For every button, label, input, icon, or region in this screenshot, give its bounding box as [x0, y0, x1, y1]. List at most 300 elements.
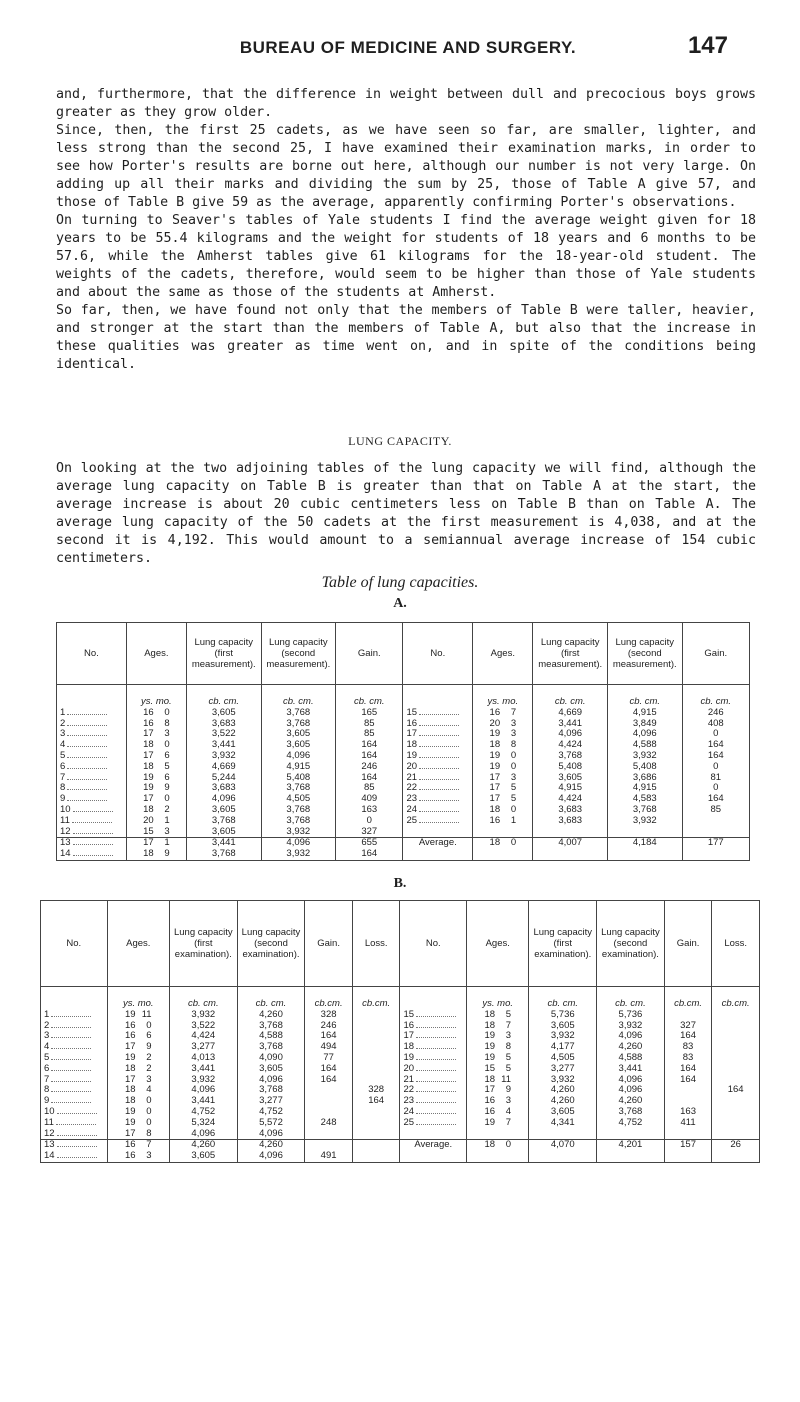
leader-dots [51, 1059, 91, 1060]
cell-gain: 164 [682, 751, 749, 762]
cell-cap2: 3,686 [607, 773, 682, 784]
cell-loss [712, 1064, 760, 1075]
cell-gain: 85 [336, 729, 403, 740]
cell-cap1: 4,096 [169, 1085, 237, 1096]
leader-dots [73, 833, 113, 834]
age-years: 19 [484, 1116, 496, 1128]
cell-age [126, 849, 186, 860]
age-years: 19 [489, 728, 501, 740]
cell-cap1: 5,244 [186, 773, 261, 784]
cell-cap2: 4,915 [607, 708, 682, 719]
cell-cap2: 3,768 [261, 783, 336, 794]
age-months: 9 [164, 848, 170, 860]
leader-dots [419, 768, 459, 769]
cell-gain: 327 [336, 827, 403, 838]
paragraph: Since, then, the first 25 cadets, as we have seen so far, are smaller, lighter, and less strong than the second 25, I have examined their examination marks, in order to see how Porter's results are borne out here, although our number is not very large. On adding up all their marks and dividing the sum by 25, those of Table A give 57, and those of Table B give 59 as the average, apparently confirming Porter's observations. [56, 123, 756, 210]
cell-gain: 0 [682, 783, 749, 794]
cell-age [473, 762, 533, 773]
cell-gain: 163 [664, 1107, 712, 1118]
table-row [41, 1118, 760, 1129]
cell-empty [682, 849, 749, 860]
page-header [88, 30, 728, 60]
unit-loss: cb.cm. [712, 987, 760, 1010]
table-row [57, 708, 750, 719]
age-months: 1 [164, 837, 170, 849]
cell-cap1: 3,932 [169, 1075, 237, 1086]
age-years: 18 [484, 1073, 496, 1085]
unit-loss: cb.cm. [352, 987, 400, 1010]
age-years: 19 [484, 1041, 496, 1053]
cell-no [57, 751, 127, 762]
running-title: BUREAU OF MEDICINE AND SURGERY. [239, 38, 577, 57]
age-months: 0 [505, 1139, 512, 1151]
age-years: 17 [143, 837, 154, 849]
col-cap2: Lung capacity (second examination). [237, 901, 305, 987]
cell-cap1: 3,768 [533, 751, 608, 762]
age-months: 0 [510, 760, 517, 772]
leader-dots [67, 779, 107, 780]
cell-cap2: 3,932 [597, 1021, 665, 1032]
cell-gain: 163 [336, 805, 403, 816]
cell-age [467, 1064, 529, 1075]
cell-age [107, 1107, 169, 1118]
cell-empty [664, 1151, 712, 1162]
cell-loss [712, 1010, 760, 1021]
row-number: 15 [403, 1008, 415, 1020]
age-months: 3 [164, 825, 170, 837]
age-months: 0 [164, 706, 170, 718]
col-gain: Gain. [305, 901, 353, 987]
unit-cap1: cb. cm. [186, 685, 261, 708]
table-a-label: A. [393, 596, 407, 611]
cell-age [107, 1151, 169, 1162]
cell-cap2: 3,768 [261, 708, 336, 719]
leader-dots [416, 1016, 456, 1017]
leader-dots [419, 714, 459, 715]
cell-gain: 164 [336, 849, 403, 860]
row-number: 10 [60, 803, 71, 815]
cell-empty [473, 827, 533, 838]
unit-ages: ys. mo. [467, 987, 529, 1010]
cell-age [107, 1021, 169, 1032]
cell-cap2: 3,768 [597, 1107, 665, 1118]
cell-empty [533, 827, 608, 838]
unit-cap1: cb. cm. [529, 987, 597, 1010]
age-years: 19 [489, 749, 501, 761]
age-months: 4 [505, 1105, 512, 1117]
cell-age [107, 1085, 169, 1096]
age-months: 1 [510, 814, 517, 826]
age-years: 19 [124, 1008, 136, 1020]
cell-empty [533, 849, 608, 860]
table-caption: Table of lung capacities. [321, 574, 479, 591]
row-number: 3 [60, 728, 66, 740]
row-number: 22 [406, 782, 418, 794]
cell-gain [664, 1085, 712, 1096]
cell-no [57, 740, 127, 751]
paragraph: On looking at the two adjoining tables of the lung capacity we will find, although the average lung capacity on Table B is greater than that on Table A at the start, the average increase is about 20 cubic centimeters less on Table B than on Table A. The average lung capacity of the 50 cadets at the first measurement is 4,038, and at the second it is 4,192. This would amount to a semiannual average increase of 154 cubic centimeters. [56, 461, 756, 566]
cell-cap2: 3,768 [237, 1085, 305, 1096]
age-years: 16 [484, 1095, 496, 1107]
cell-age [467, 1010, 529, 1021]
cell-empty [57, 685, 127, 708]
cell-cap2: 3,605 [261, 729, 336, 740]
age-months: 5 [505, 1008, 512, 1020]
table-row [57, 762, 750, 773]
age-years: 16 [484, 1105, 496, 1117]
leader-dots [416, 1059, 456, 1060]
age-years: 19 [124, 1051, 136, 1063]
cell-age [107, 1031, 169, 1042]
average-label: Average. [403, 838, 473, 849]
age-months: 9 [146, 1041, 152, 1053]
cell-age [467, 1053, 529, 1064]
cell-cap1: 3,605 [186, 708, 261, 719]
cell-loss [712, 1096, 760, 1107]
leader-dots [57, 1113, 97, 1114]
age-years: 17 [124, 1127, 136, 1139]
age-months: 0 [510, 837, 517, 849]
cell-cap2: 4,096 [597, 1075, 665, 1086]
cell-age [126, 827, 186, 838]
cell-age [467, 1042, 529, 1053]
age-months: 7 [505, 1116, 512, 1128]
age-months: 9 [164, 782, 170, 794]
age-months: 0 [146, 1105, 152, 1117]
cell-gain: 164 [336, 773, 403, 784]
cell-age [126, 729, 186, 740]
leader-dots [72, 822, 112, 823]
leader-dots [57, 1146, 97, 1147]
age-years: 16 [124, 1139, 136, 1151]
cell-age [107, 1129, 169, 1140]
average-loss: 26 [712, 1140, 760, 1151]
cell-no [57, 773, 127, 784]
cell-age [467, 1075, 529, 1086]
age-months: 3 [510, 717, 517, 729]
cell-cap2: 3,768 [261, 816, 336, 827]
age-years: 17 [143, 749, 154, 761]
cell-age [126, 783, 186, 794]
cell-cap1: 4,260 [169, 1140, 237, 1151]
cell-gain: 85 [336, 783, 403, 794]
cell-cap2: 4,260 [597, 1042, 665, 1053]
cell-gain: 248 [305, 1118, 353, 1129]
table-row [57, 816, 750, 827]
cell-gain: 0 [682, 762, 749, 773]
cell-gain: 408 [682, 719, 749, 730]
cell-cap1: 4,505 [529, 1053, 597, 1064]
cell-gain: 0 [336, 816, 403, 827]
col-cap2: Lung capacity (second measurement). [261, 623, 336, 685]
cell-cap1: 3,683 [186, 719, 261, 730]
cell-empty [400, 1129, 467, 1140]
cell-age [473, 708, 533, 719]
cell-cap1: 4,096 [533, 729, 608, 740]
cell-age [107, 1010, 169, 1021]
age-months: 11 [501, 1073, 512, 1085]
section-heading: LUNG CAPACITY. [348, 434, 452, 448]
average-cap2: 4,184 [607, 838, 682, 849]
cell-age [467, 1140, 529, 1151]
cell-age [473, 838, 533, 849]
age-months: 7 [510, 706, 517, 718]
age-months: 0 [146, 1095, 152, 1107]
age-months: 3 [505, 1095, 512, 1107]
leader-dots [416, 1102, 456, 1103]
age-years: 19 [489, 760, 501, 772]
age-years: 17 [489, 793, 501, 805]
cell-loss: 164 [712, 1085, 760, 1096]
cell-gain: 164 [336, 751, 403, 762]
age-months: 3 [505, 1030, 512, 1042]
leader-dots [56, 1124, 96, 1125]
cell-empty [403, 827, 473, 838]
cell-gain: 246 [682, 708, 749, 719]
cell-cap2: 3,768 [261, 805, 336, 816]
leader-dots [419, 746, 459, 747]
leader-dots [416, 1027, 456, 1028]
cell-cap2: 4,505 [261, 794, 336, 805]
unit-cap1: cb. cm. [169, 987, 237, 1010]
cell-cap1: 3,768 [186, 816, 261, 827]
age-years: 15 [143, 825, 154, 837]
age-years: 16 [143, 706, 154, 718]
row-number: 12 [60, 825, 71, 837]
cell-empty [597, 1129, 665, 1140]
cell-gain: 411 [664, 1118, 712, 1129]
age-years: 19 [124, 1116, 136, 1128]
age-years: 18 [143, 760, 154, 772]
cell-cap2: 4,096 [261, 838, 336, 849]
age-months: 8 [164, 717, 170, 729]
cell-empty [473, 849, 533, 860]
cell-cap2: 4,096 [261, 751, 336, 762]
cell-age [473, 783, 533, 794]
age-years: 18 [484, 1139, 496, 1151]
row-number: 1 [44, 1008, 50, 1020]
units-row [57, 685, 750, 708]
cell-cap1: 3,932 [186, 751, 261, 762]
leader-dots [416, 1048, 456, 1049]
cell-gain [305, 1129, 353, 1140]
leader-dots [419, 735, 459, 736]
col-no: No. [403, 623, 473, 685]
age-years: 17 [484, 1084, 496, 1096]
row-number: 17 [406, 728, 418, 740]
row-number: 3 [44, 1030, 50, 1042]
cell-cap1: 3,605 [169, 1151, 237, 1162]
cell-age [107, 1075, 169, 1086]
cell-cap1: 3,441 [186, 740, 261, 751]
cell-no [41, 1053, 108, 1064]
average-cap2: 4,201 [597, 1140, 665, 1151]
cell-cap1: 4,260 [529, 1085, 597, 1096]
age-years: 16 [143, 717, 154, 729]
leader-dots [416, 1081, 456, 1082]
age-months: 6 [164, 749, 170, 761]
age-months: 2 [164, 803, 170, 815]
cell-cap2: 3,768 [237, 1021, 305, 1032]
leader-dots [419, 757, 459, 758]
age-months: 0 [510, 803, 517, 815]
cell-cap1: 3,932 [529, 1031, 597, 1042]
cell-no [57, 849, 127, 860]
cell-cap1: 4,013 [169, 1053, 237, 1064]
cell-no [41, 1151, 108, 1162]
col-cap2: Lung capacity (second examination). [597, 901, 665, 987]
leader-dots [73, 855, 113, 856]
cell-gain: 327 [664, 1021, 712, 1032]
cell-cap1: 4,424 [533, 740, 608, 751]
row-number: 11 [44, 1116, 54, 1128]
cell-empty [403, 685, 473, 708]
row-number: 4 [44, 1041, 50, 1053]
paragraph: and, furthermore, that the difference in weight between dull and precocious boys grows greater as they grow older. [56, 87, 756, 120]
cell-age [126, 762, 186, 773]
age-months: 0 [146, 1019, 152, 1031]
age-months: 0 [510, 749, 517, 761]
row-number: 18 [406, 739, 418, 751]
row-number: 20 [406, 760, 418, 772]
cell-no [403, 816, 473, 827]
leader-dots [67, 714, 107, 715]
age-months: 0 [146, 1116, 152, 1128]
age-months: 6 [164, 771, 170, 783]
cell-age [473, 729, 533, 740]
row-number: 23 [403, 1095, 415, 1107]
cell-loss [352, 1118, 400, 1129]
unit-gain: cb.cm. [664, 987, 712, 1010]
cell-cap2: 4,260 [237, 1010, 305, 1021]
leader-dots [51, 1048, 91, 1049]
cell-cap1: 3,683 [533, 805, 608, 816]
cell-loss [352, 1031, 400, 1042]
cell-loss [712, 1021, 760, 1032]
row-number: 2 [60, 717, 66, 729]
cell-gain: 164 [305, 1031, 353, 1042]
row-number: 5 [60, 749, 66, 761]
cell-cap1: 4,096 [186, 794, 261, 805]
cell-gain: 164 [305, 1075, 353, 1086]
age-years: 19 [484, 1051, 496, 1063]
cell-cap2: 4,583 [607, 794, 682, 805]
cell-no [57, 729, 127, 740]
age-months: 3 [146, 1150, 152, 1162]
col-ages: Ages. [107, 901, 169, 987]
cell-loss [352, 1053, 400, 1064]
row-number: 25 [406, 814, 418, 826]
row-number: 11 [60, 814, 70, 826]
cell-cap2: 4,090 [237, 1053, 305, 1064]
cell-no [41, 1129, 108, 1140]
average-gain: 157 [664, 1140, 712, 1151]
cell-loss [712, 1053, 760, 1064]
leader-dots [67, 735, 107, 736]
cell-no [41, 1010, 108, 1021]
average-cap1: 4,070 [529, 1140, 597, 1151]
cell-cap1: 3,932 [169, 1010, 237, 1021]
age-months: 0 [164, 793, 170, 805]
table-b [40, 900, 760, 1163]
lung-text [56, 460, 756, 568]
cell-loss [352, 1107, 400, 1118]
age-years: 18 [143, 848, 154, 860]
cell-empty [400, 987, 467, 1010]
cell-loss [352, 1021, 400, 1032]
age-years: 19 [124, 1105, 136, 1117]
col-gain: Gain. [664, 901, 712, 987]
cell-empty [529, 1151, 597, 1162]
table-row [57, 827, 750, 838]
leader-dots [419, 789, 459, 790]
age-months: 5 [510, 793, 517, 805]
cell-cap2: 4,260 [237, 1140, 305, 1151]
col-loss: Loss. [352, 901, 400, 987]
cell-gain: 83 [664, 1053, 712, 1064]
cell-empty [403, 849, 473, 860]
cell-age [467, 1085, 529, 1096]
col-gain: Gain. [682, 623, 749, 685]
unit-ages: ys. mo. [473, 685, 533, 708]
unit-ages: ys. mo. [126, 685, 186, 708]
row-number: 9 [60, 793, 66, 805]
leader-dots [51, 1102, 91, 1103]
cell-age [107, 1118, 169, 1129]
cell-age [126, 838, 186, 849]
cell-cap1: 4,341 [529, 1118, 597, 1129]
age-months: 8 [146, 1127, 152, 1139]
row-number: 16 [406, 717, 418, 729]
age-years: 20 [143, 814, 154, 826]
table-row [41, 1010, 760, 1021]
cell-empty [400, 1151, 467, 1162]
cell-gain: 164 [664, 1075, 712, 1086]
cell-loss [352, 1042, 400, 1053]
row-number: 12 [44, 1127, 55, 1139]
cell-cap1: 4,260 [529, 1096, 597, 1107]
cell-gain: 164 [336, 740, 403, 751]
age-years: 16 [124, 1150, 136, 1162]
cell-cap1: 3,277 [169, 1042, 237, 1053]
col-no: No. [57, 623, 127, 685]
cell-no [400, 1118, 467, 1129]
cell-age [126, 719, 186, 730]
leader-dots [67, 757, 107, 758]
age-months: 3 [164, 728, 170, 740]
cell-cap1: 3,605 [186, 827, 261, 838]
age-years: 17 [489, 771, 501, 783]
cell-empty [607, 827, 682, 838]
cell-cap2: 3,768 [261, 719, 336, 730]
cell-cap2: 4,588 [607, 740, 682, 751]
age-years: 16 [124, 1019, 136, 1031]
age-years: 18 [143, 803, 154, 815]
cell-age [473, 740, 533, 751]
cell-cap2: 4,096 [597, 1031, 665, 1042]
age-years: 15 [484, 1062, 496, 1074]
cell-empty [529, 1129, 597, 1140]
age-years: 19 [143, 782, 154, 794]
cell-cap1: 4,096 [169, 1129, 237, 1140]
cell-cap2: 3,932 [261, 827, 336, 838]
table-row [41, 1129, 760, 1140]
table-b-label: B. [393, 876, 407, 891]
cell-gain: 164 [664, 1064, 712, 1075]
cell-age [107, 1064, 169, 1075]
age-months: 5 [505, 1062, 512, 1074]
cell-gain: 246 [336, 762, 403, 773]
